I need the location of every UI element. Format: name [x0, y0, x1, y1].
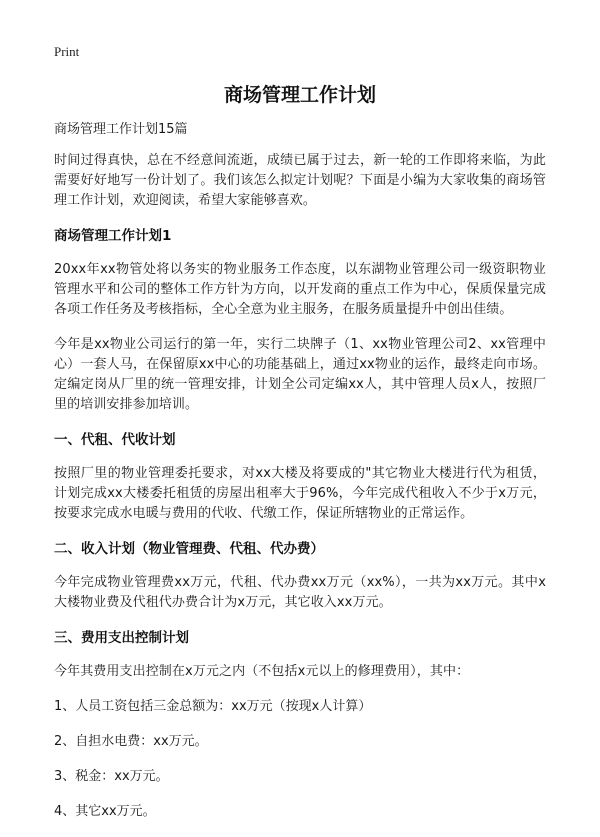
plan-paragraph-2: 今年是xx物业公司运行的第一年，实行二块牌子（1、xx物业管理公司2、xx管理中心）一套人马，在保留原xx中心的功能基础上，通过xx物业的运作，最终走向市场。定编定岗从厂里的统一管理安排，计划全公司定编xx人，其中管理人员x人，按照厂里的培训安排参加培训。 [54, 337, 546, 412]
section-heading-income: 二、收入计划（物业管理费、代租、代办费） [54, 541, 324, 557]
document-subtitle: 商场管理工作计划15篇 [54, 122, 188, 137]
list-item: 4、其它xx万元。 [54, 804, 156, 819]
print-link[interactable]: Print [54, 44, 80, 59]
section-heading-rental: 一、代租、代收计划 [54, 432, 176, 448]
intro-paragraph: 时间过得真快，总在不经意间流逝，成绩已属于过去，新一轮的工作即将来临，为此需要好好地写一份计划了。我们该怎么拟定计划呢？下面是小编为大家收集的商场管理工作计划，欢迎阅读，希望大家能够喜欢。 [54, 153, 546, 208]
list-item: 2、自担水电费：xx万元。 [54, 734, 208, 749]
section-text-rental: 按照厂里的物业管理委托要求，对xx大楼及将要成的"其它物业大楼进行代为租赁，计划完成xx大楼委托租赁的房屋出租率大于96%，今年完成代租收入不少于x万元，按要求完成水电暖与费用的代收、代缴工作，保证所辖物业的正常运作。 [54, 466, 546, 521]
section-text-expense: 今年其费用支出控制在x万元之内（不包括x元以上的修理费用），其中： [54, 664, 470, 679]
section-text-income: 今年完成物业管理费xx万元，代租、代办费xx万元（xx%），一共为xx万元。其中x大楼物业费及代租代办费合计为x万元，其它收入xx万元。 [54, 575, 546, 610]
section-heading-expense: 三、费用支出控制计划 [54, 630, 189, 646]
list-item: 3、税金：xx万元。 [54, 769, 169, 784]
plan-paragraph-1: 20xx年xx物管处将以务实的物业服务工作态度，以东湖物业管理公司一级资职物业管理水平和公司的整体工作方针为方向，以开发商的重点工作为中心，保质保量完成各项工作任务及考核指标，全心全意为业主服务，在服务质量提升中创出佳绩。 [54, 262, 546, 317]
document-body [54, 120, 546, 837]
document-title: 商场管理工作计划 [223, 84, 376, 106]
plan-heading: 商场管理工作计划1 [54, 228, 172, 244]
list-item: 1、人员工资包括三金总额为：xx万元（按现x人计算） [54, 699, 372, 714]
